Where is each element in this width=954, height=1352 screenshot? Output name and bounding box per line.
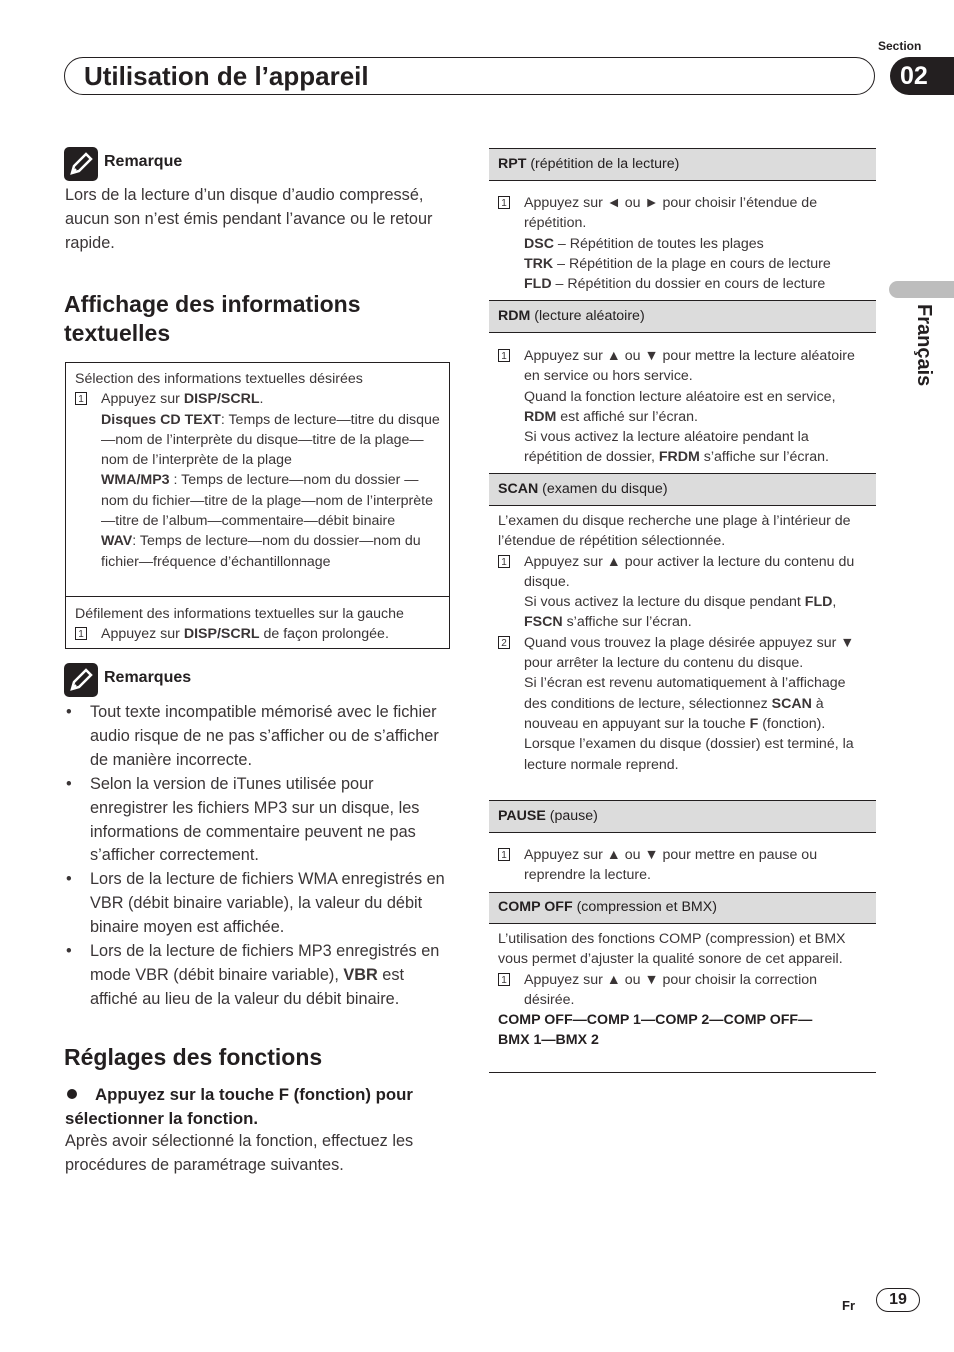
page-title: Utilisation de l’appareil [84, 61, 369, 91]
step-number: 2 [498, 636, 510, 649]
step-number: 1 [498, 555, 510, 568]
rpt-body: 1 Appuyez sur ◄ ou ► pour choisir l’étendue de répétition. DSC – Répétition de toutes les plages TRK – Répétition de la plage en cours de lecture FLD – Répétition du dossier en cours de lecture [498, 193, 868, 294]
box-divider [66, 596, 449, 597]
step-number: 1 [75, 627, 87, 640]
list-item: • Selon la version de iTunes utilisée pour enregistrer les fichiers MP3 sur un disque, les informations de commentaire peuvent ne pas s’afficher correctement. [65, 773, 455, 869]
section-label: Section [878, 39, 922, 53]
notes-pencil-icon [64, 663, 98, 697]
notes-title: Remarques [104, 669, 192, 686]
function-after-text: Après avoir sélectionné la fonction, effectuez les procédures de paramétrage suivantes. [65, 1132, 414, 1174]
comp-bottom-rule [489, 1072, 876, 1073]
section-heading-text-info: Affichage des informations textuelles [64, 291, 361, 346]
pause-body: 1 Appuyez sur ▲ ou ▼ pour mettre en pause ou reprendre la lecture. [498, 845, 868, 886]
key-disp-scrl: DISP/SCRL [183, 391, 260, 408]
step-number: 1 [75, 392, 87, 405]
comp-header: COMP OFF (compression et BMX) [489, 892, 876, 924]
pause-header: PAUSE (pause) [489, 800, 876, 833]
note-text: Lors de la lecture d’un disque d’audio compressé, aucun son n’est émis pendant l’avance ou le retour rapide. [65, 186, 433, 252]
note-pencil-icon [64, 147, 98, 181]
scan-header: SCAN (examen du disque) [489, 473, 876, 506]
language-tab-marker [889, 281, 954, 298]
scan-body: L’examen du disque recherche une plage à l’intérieur de l’étendue de répétition sélectionnée. 1 Appuyez sur ▲ pour activer la lecture du contenu du disque. Si vous activez la lecture du disque pendant FLD, FSCN s’affiche sur l’écran. 2 Quand vous trouvez la plage désirée appuyez sur ▼ pour arrêter la lecture du contenu du disque. Si l’écran est revenu automatiquement à l’affichage des conditions de lecture, sélectionnez SCAN à nouveau en appuyant sur la touche F (fonction). Lorsque l’examen du disque (dossier) est terminé, la lecture normale reprend. [498, 513, 855, 773]
rpt-header: RPT (répétition de la lecture) [489, 148, 876, 181]
comp-sequence-line1: COMP OFF—COMP 1—COMP 2—COMP OFF— [498, 1012, 813, 1029]
scroll-title: Défilement des informations textuelles sur la gauche [75, 606, 404, 622]
comp-body: L’utilisation des fonctions COMP (compression) et BMX vous permet d’ajuster la qualité sonore de cet appareil. 1 Appuyez sur ▲ ou ▼ pour choisir la correction désirée. COMP OFF—COMP 1—COMP 2—COMP OFF— BMX 1—BMX 2 [498, 929, 868, 1051]
rdm-header: RDM (lecture aléatoire) [489, 300, 876, 333]
footer-language: Fr [842, 1298, 855, 1313]
list-item: • Lors de la lecture de fichiers WMA enregistrés en VBR (débit binaire variable), la valeur du débit binaire moyen est affichée. [65, 868, 455, 940]
section-number: 02 [890, 57, 954, 95]
page-number: 19 [876, 1288, 920, 1312]
step-number: 1 [498, 848, 510, 861]
function-instruction: Appuyez sur la touche F (fonction) pour sélectionner la fonction. [65, 1085, 413, 1128]
notes-list [65, 701, 455, 1012]
section-heading-functions: Réglages des fonctions [64, 1044, 323, 1070]
note-title: Remarque [104, 153, 183, 170]
wav-row: WAV: Temps de lecture—nom du dossier—nom du fichier—fréquence d’échantillonnage [101, 533, 421, 570]
comp-sequence-line2: BMX 1—BMX 2 [498, 1032, 599, 1049]
select-title: Sélection des informations textuelles désirées [75, 371, 363, 387]
step-number: 1 [498, 973, 510, 986]
rdm-body: 1 Appuyez sur ▲ ou ▼ pour mettre la lecture aléatoire en service ou hors service. Quand la fonction lecture aléatoire est en service, RDM est affiché sur l’écran. Si vous activez la lecture aléatoire pendant la répétition de dossier, FRDM s’affiche sur l’écran. [498, 346, 868, 468]
language-tab-label: Français [913, 304, 935, 387]
wma-row: WMA/MP3 : Temps de lecture—nom du dossier —nom du fichier—titre de la plage—nom de l’interprète—titre de l’album—commentaire—débit binaire [101, 472, 433, 530]
list-item: • Tout texte incompatible mémorisé avec le fichier audio risque de ne pas s’afficher ou de s’afficher de manière incorrecte. [65, 701, 455, 773]
step-number: 1 [498, 349, 510, 362]
list-item: • Lors de la lecture de fichiers MP3 enregistrés en mode VBR (débit binaire variable), VBR est affiché au lieu de la valeur du débit binaire. [65, 940, 455, 1012]
step-number: 1 [498, 196, 510, 209]
text-info-box: Sélection des informations textuelles désirées 1 Appuyez sur DISP/SCRL. Disques CD TEXT: Temps de lecture—titre du disque—nom de l’interprète du disque—titre de la plage—nom de l’interprète de la plage WMA/MP3 : Temps de lecture—nom du dossier —nom du fichier—titre de la plage—nom de l’interprète—titre de l’album—commentaire—débit binaire WAV: Temps de lecture—nom du dossier—nom du fichier—fréquence d’échantillonnage Défilement des informations textuelles sur la gauche 1 Appuyez sur DISP/SCRL de façon prolongée. [65, 362, 450, 649]
cd-text-row: Disques CD TEXT: Temps de lecture—titre du disque—nom de l’interprète du disque—titre de la plage—nom de l’interprète de la plage [101, 411, 440, 469]
bullet-dot-icon [67, 1089, 77, 1099]
